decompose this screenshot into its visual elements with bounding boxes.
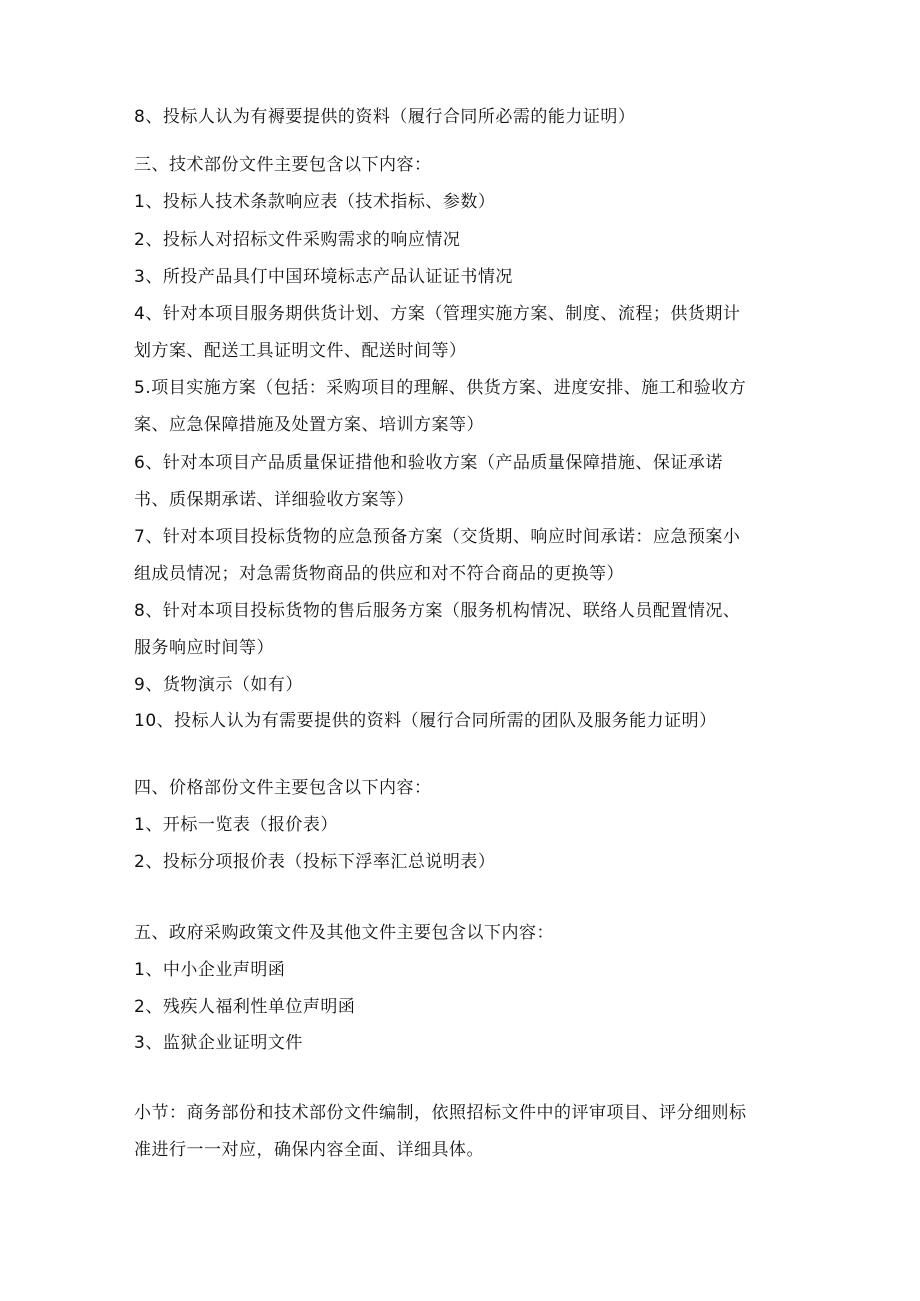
item-policy-1: 1、中小企业声明函 [134, 960, 286, 980]
section-heading-policy: 五、政府采购政策文件及其他文件主要包含以下内容： [134, 923, 554, 943]
item-policy-3: 3、监狱企业证明文件 [134, 1033, 303, 1053]
summary-line1: 小节：商务部份和技术部份文件编制，依照招标文件中的评审项目、评分细则标 [134, 1103, 747, 1123]
item-technical-5-line2: 案、应急保障措施及处置方案、培训方案等） [134, 415, 484, 435]
item-technical-4-line2: 划方案、配送工具证明文件、配送时间等） [134, 341, 467, 361]
item-technical-8-line2: 服务响应时间等） [134, 638, 274, 658]
item-policy-2: 2、残疾人福利性单位声明函 [134, 997, 356, 1017]
section-heading-price: 四、价格部份文件主要包含以下内容： [134, 778, 432, 798]
item-technical-6-line2: 书、质保期承诺、详细验收方案等） [134, 490, 414, 510]
item-technical-1: 1、投标人技术条款响应表（技术指标、参数） [134, 192, 496, 212]
item-technical-8-line1: 8、针对本项目投标货物的售后服务方案（服务机构情况、联络人员配置情况、 [134, 601, 741, 621]
item-business-8: 8、投标人认为有褥要提供的资料（履行合同所必需的能力证明） [134, 107, 636, 127]
item-technical-6-line1: 6、针对本项目产品质量保证措他和验收方案（产品质量保障措施、保证承诺 [134, 453, 723, 473]
item-technical-7-line1: 7、针对本项目投标货物的应急预备方案（交货期、响应时间承诺：应急预案小 [134, 527, 741, 547]
item-technical-3: 3、所投产品具仃中国环境标志产品认证证书情况 [134, 267, 513, 287]
item-technical-2: 2、投标人对招标文件采购需求的响应情况 [134, 230, 461, 250]
item-technical-4-line1: 4、针对本项目服务期供货计划、方案（管理实施方案、制度、流程；供货期计 [134, 304, 741, 324]
item-technical-10: 10、投标人认为有需要提供的资料（履行合同所需的团队及服务能力证明） [134, 711, 717, 731]
item-price-2: 2、投标分项报价表（投标下浮率汇总说明表） [134, 852, 496, 872]
item-technical-9: 9、货物演示（如有） [134, 675, 303, 695]
section-heading-technical: 三、技术部份文件主要包含以下内容： [134, 155, 432, 175]
item-technical-7-line2: 组成员情况；对急需货物商品的供应和对不符合商品的更换等） [134, 564, 624, 584]
item-technical-5-line1: 5.项目实施方案（包括：采购项目的理解、供货方案、进度安排、施工和验收方 [134, 378, 747, 398]
summary-line2: 准进行一一对应，确保内容全面、详细具体。 [134, 1140, 484, 1160]
item-price-1: 1、开标一览表（报价表） [134, 815, 338, 835]
